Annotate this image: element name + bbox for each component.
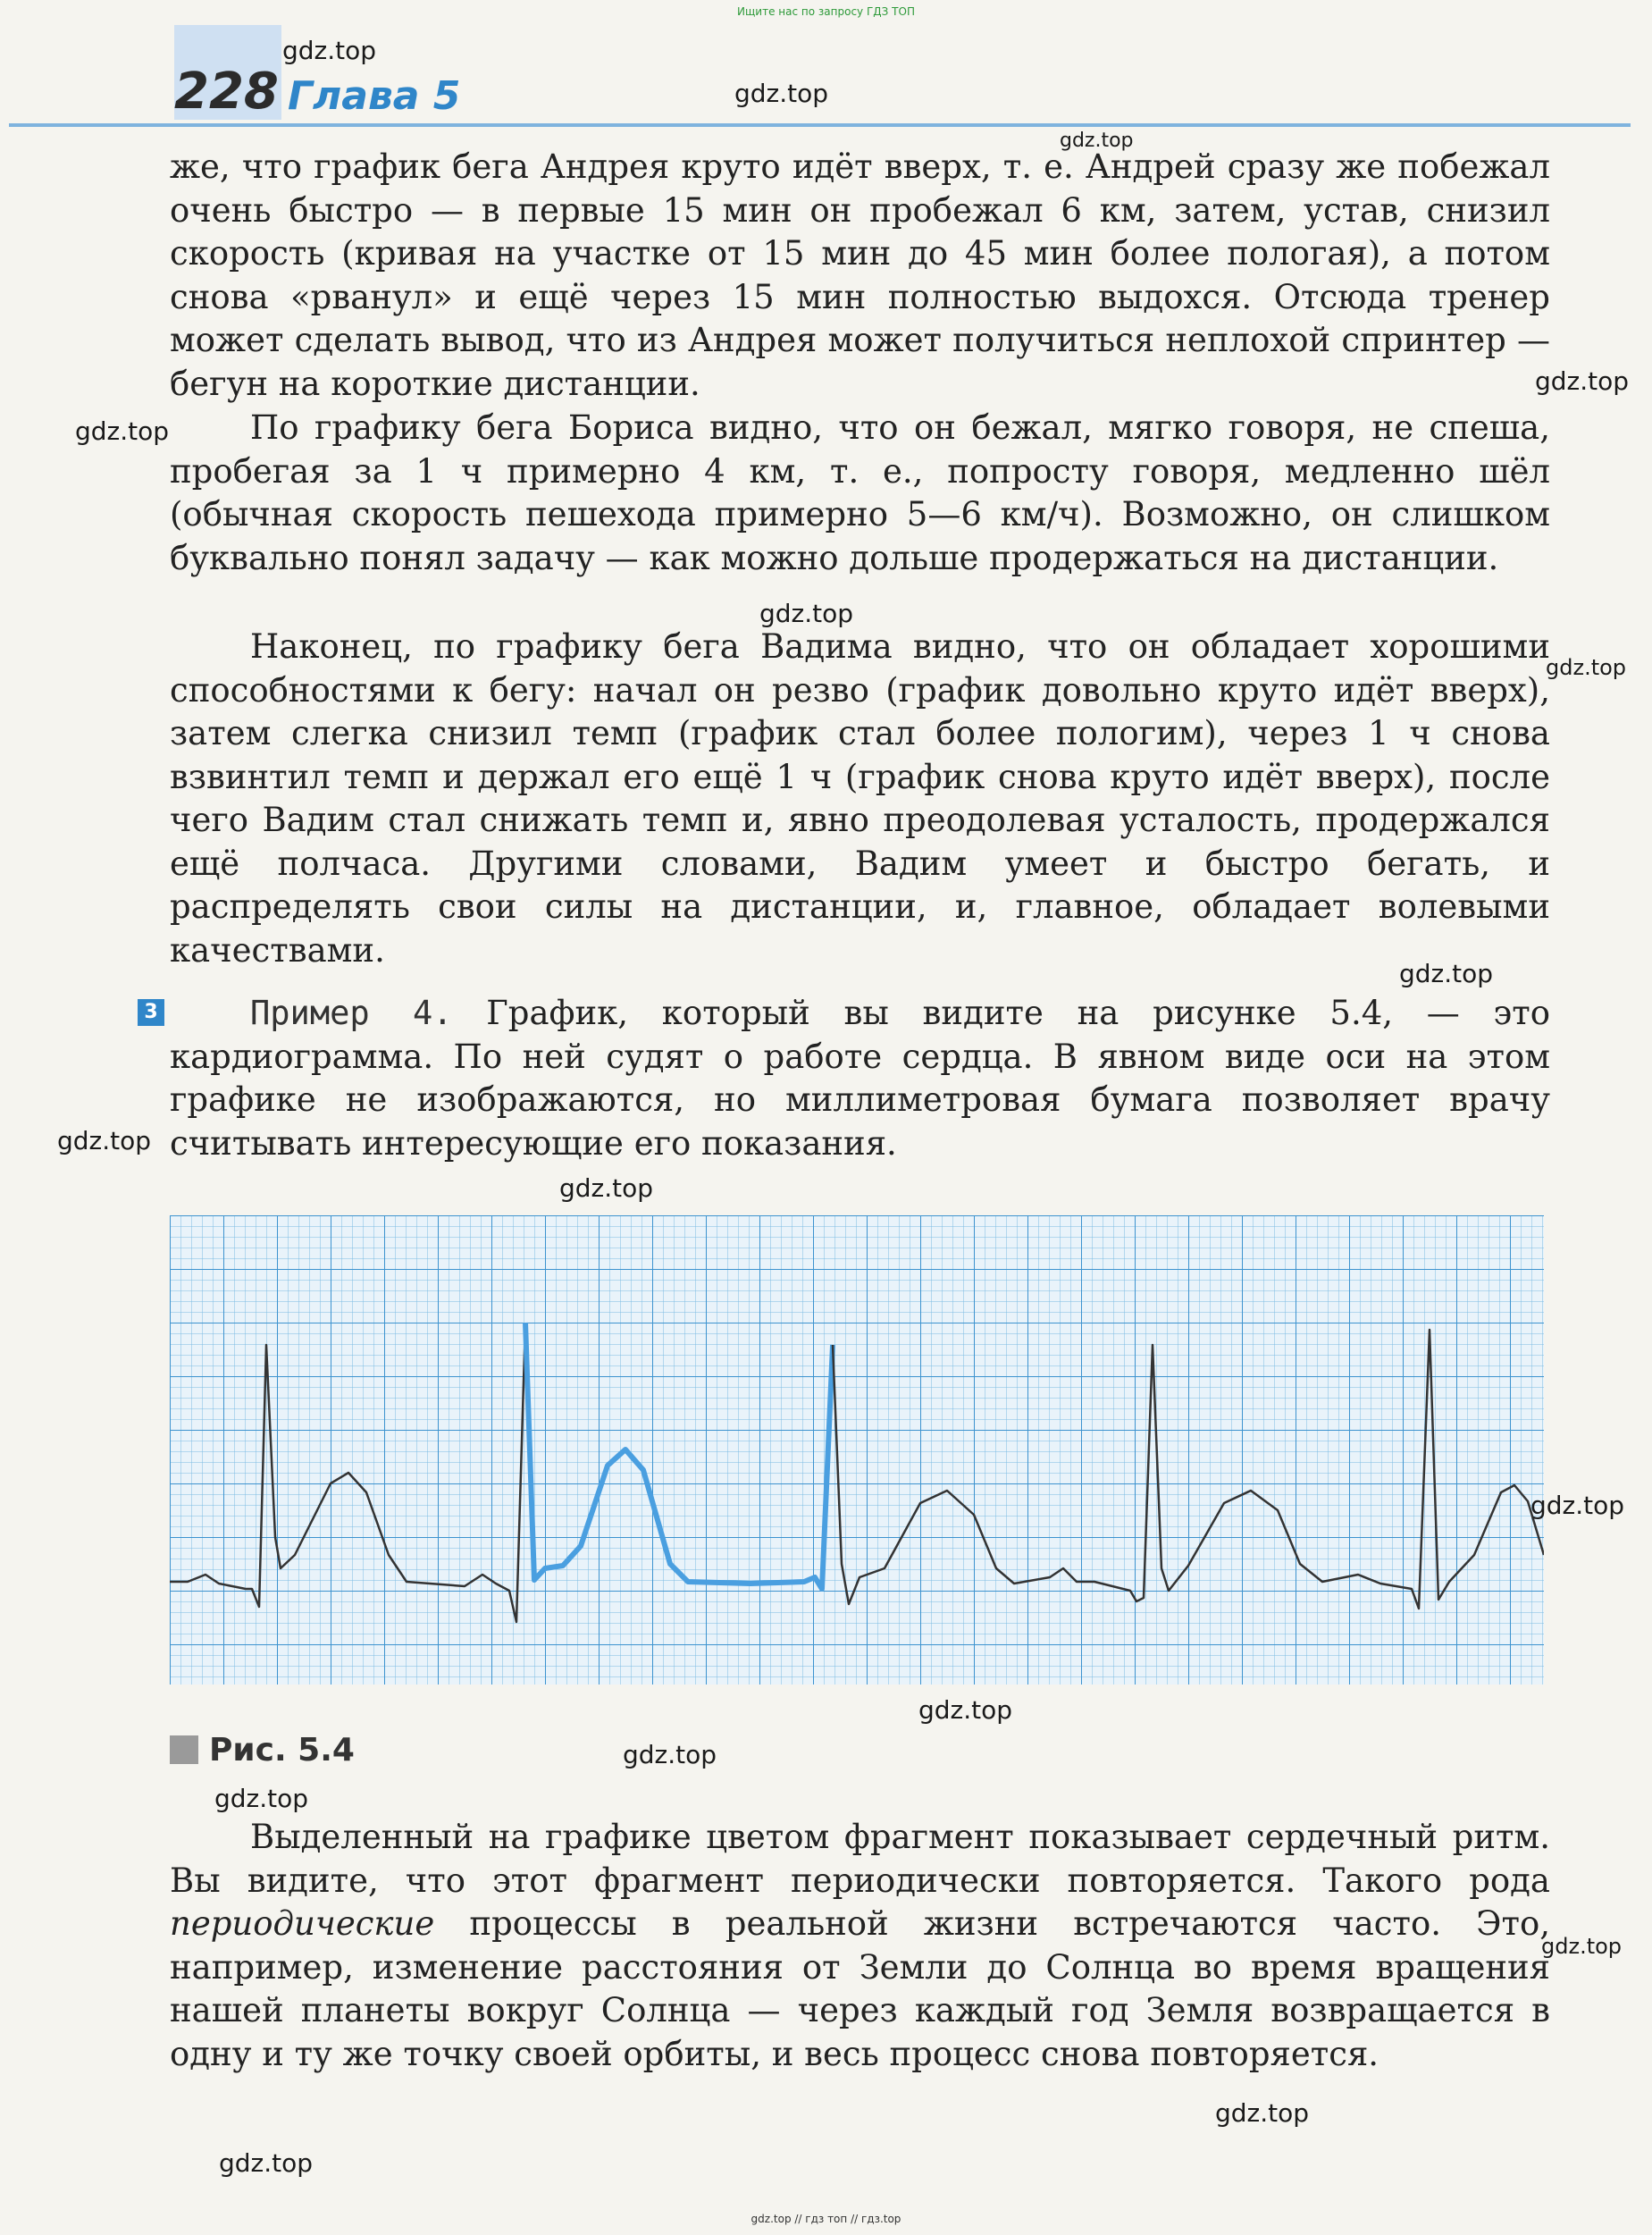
watermark: gdz.top [759,599,854,628]
watermark: gdz.top [734,79,829,108]
watermark: gdz.top [214,1784,309,1813]
watermark: gdz.top [57,1126,152,1155]
page-number: 228 [174,63,279,121]
figure-caption: Рис. 5.4 [170,1732,355,1769]
paragraph-vadim: Наконец, по графику бега Вадима видно, что он обладает хорошими способностями к бегу: начал он резво (график довольно круто идёт вверх), затем слегка снизил темп (график стал более пологим), через 1 ч снова взвинтил темп и держал его ещё 1 ч (график снова круто идёт вверх), после чего Вадим стал снижать темп и, явно преодолевая усталость, продержался ещё полчаса. Другими словами, Вадим умеет и быстро бегать, и распределять свои силы на дистанции, и, главное, обладает волевыми качествами. [170,627,1550,970]
watermark: gdz.top [1215,2098,1310,2128]
watermark: gdz.top [219,2148,314,2178]
caption-square-icon [170,1735,198,1764]
cardiogram-figure [170,1215,1544,1685]
header-rule [9,123,1631,127]
term-periodic: периодические [170,1904,435,1943]
watermark: gdz.top [1546,655,1627,680]
watermark: gdz.top [1541,1934,1623,1959]
watermark: gdz.top [1060,130,1134,152]
paragraph-boris: По графику бега Бориса видно, что он бежал, мягко говоря, не спеша, пробегая за 1 ч примерно 4 км, т. е., попросту говоря, медленно шёл (обычная скорость пешехода примерно 5—6 км/ч). Возможно, он слишком буквально понял задачу — как можно дольше продержаться на дистанции. [170,408,1550,577]
paragraph-periodic: Выделенный на графике цветом фрагмент показывает сердечный ритм. Вы видите, что этот фрагмент периодически повторяется. Такого рода периодические процессы в реальной жизни встречаются часто. Это, например, изменение расстояния от Земли до Солнца во время вращения нашей планеты вокруг Солнца — через каждый год Земля возвращается в одну и ту же точку своей орбиты, и весь процесс снова повторяется. [170,1818,1550,2073]
paragraph-example-4: Пример 4. График, который вы видите на рисунке 5.4, — это кардиограмма. По ней судят о работе сердца. В явном виде оси на этом графике не изображаются, но миллиметровая бумага позволяет врачу считывать интересующие его показания. [170,994,1551,1163]
bottom-note: gdz.top // гдз топ // гдз.top [751,2213,901,2225]
watermark: gdz.top [282,36,377,65]
watermark: gdz.top [1530,1491,1625,1520]
watermark: gdz.top [1399,959,1494,988]
section-marker: 3 [138,999,164,1026]
chapter-title: Глава 5 [288,73,461,119]
example-label: Пример 4. [250,994,453,1032]
watermark: gdz.top [559,1173,654,1203]
millimeter-grid [170,1215,1544,1685]
watermark: gdz.top [75,416,170,446]
watermark: gdz.top [918,1695,1013,1725]
watermark: gdz.top [1535,366,1630,396]
paragraph-andrey: же, что график бега Андрея круто идёт вверх, т. е. Андрей сразу же побежал очень быстро — в первые 15 мин он пробежал 6 км, затем, устав, снизил скорость (кривая на участке от 15 мин до 45 мин более пологая), а потом снова «рванул» и ещё через 15 мин полностью выдохся. Отсюда тренер может сделать вывод, что из Андрея может получиться неплохой спринтер — бегун на короткие дистанции. [170,147,1550,403]
watermark: gdz.top [623,1740,717,1769]
top-note: Ищите нас по запросу ГДЗ ТОП [737,5,915,18]
